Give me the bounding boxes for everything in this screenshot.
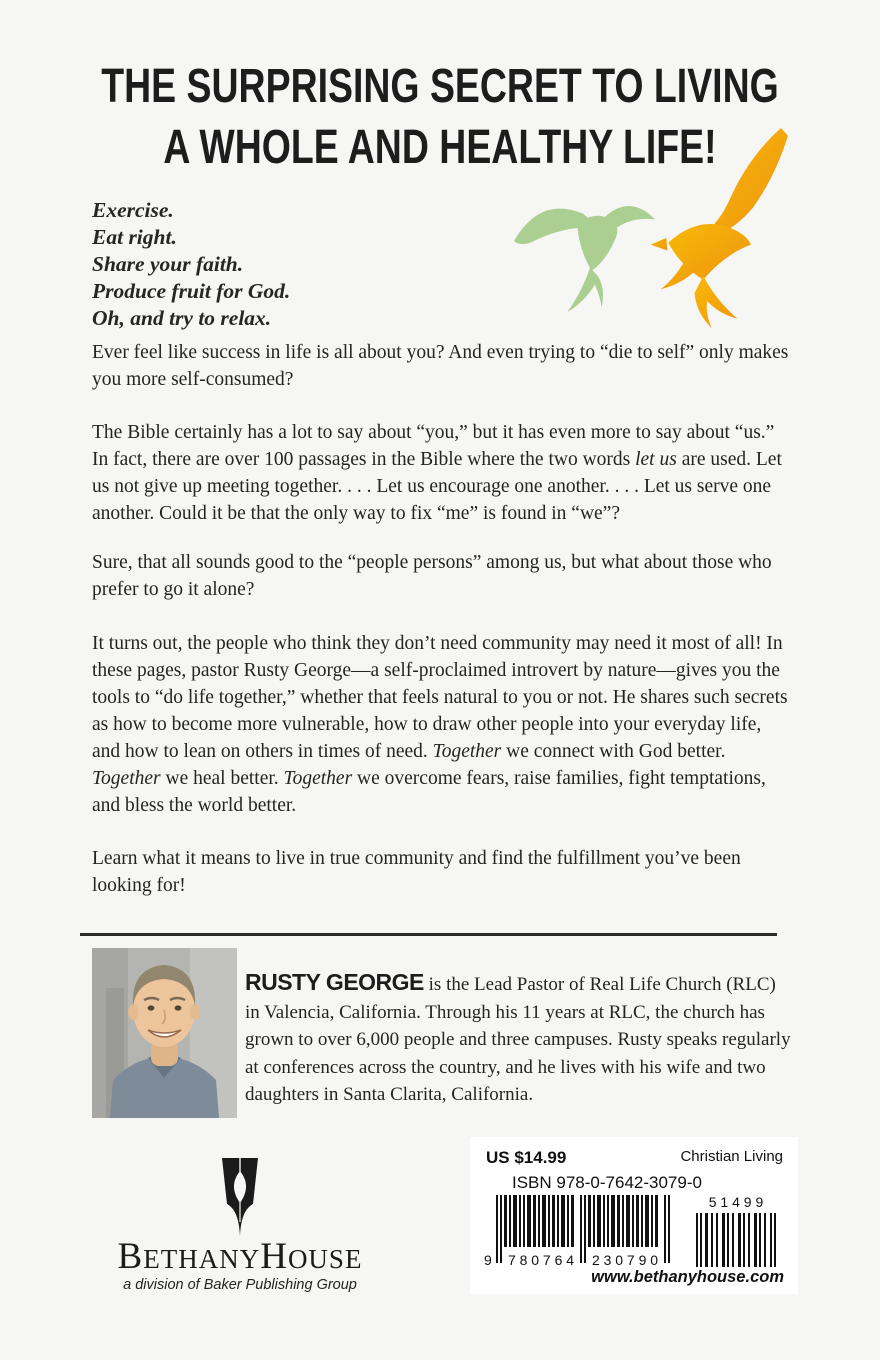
paragraph-4-text: we heal better. (160, 768, 284, 789)
paragraph-4-text: It turns out, the people who think they don’t need community may need it most of all! In these pages, pastor Rusty George—a self-proclaimed introvert by nature—gives you the tools to “do life together,” whether that feels natural to you or not. He shares such secrets as how to become more vulnerable, how to draw other people into your everyday life, and how to lean on others in times of need. (92, 633, 788, 762)
author-name: RUSTY GEORGE (245, 969, 424, 995)
intro-line: Exercise. (92, 198, 174, 222)
intro-line: Oh, and try to relax. (92, 306, 272, 330)
addon-digits: 5 1 4 9 9 (708, 1195, 764, 1210)
ean-digit-left: 9 (484, 1252, 492, 1267)
isbn-label: ISBN 978-0-7642-3079-0 (512, 1173, 702, 1192)
author-bio-text: is the Lead Pastor of Real Life Church (RLC) in Valencia, California. Through his 11 years at RLC, the church has grown to over 6,000 people and three campuses. Rusty speaks regularly at conferences across the country, and he lives with his wife and two daughters in Santa Clarita, California. (245, 974, 791, 1105)
intro-line: Eat right. (92, 225, 177, 249)
author-photo (92, 948, 237, 1118)
intro-list (92, 197, 290, 332)
publisher-logo (95, 1158, 385, 1293)
ean-digits-group2: 230790 (592, 1252, 658, 1267)
yellow-bird-icon (634, 126, 792, 340)
barcode-panel (470, 1137, 798, 1294)
paragraph-4-text: we overcome fears, raise families, fight temptations, and bless the world better. (92, 768, 766, 816)
paragraph-5: Learn what it means to live in true community and find the fulfillment you’ve been looking for! (92, 848, 741, 896)
paragraph-2-text: The Bible certainly has a lot to say about “you,” but it has even more to say about “us.” In fact, there are over 100 passages in the Bible where the two words (92, 422, 775, 470)
intro-line: Share your faith. (92, 252, 244, 276)
publisher-website: www.bethanyhouse.com (591, 1268, 784, 1286)
publisher-name-initial: H (260, 1236, 288, 1277)
paragraph-4-italic: Together (92, 768, 161, 789)
paragraph-2-italic: let us (635, 449, 677, 470)
paragraph-4-italic: Together (283, 768, 353, 789)
ean-addon-barcode (696, 1195, 776, 1267)
paragraph-1: Ever feel like success in life is all about you? And even trying to “die to self” only makes you more self-consumed? (92, 342, 789, 390)
barcode-header-row (470, 1137, 798, 1168)
publisher-name (95, 1236, 385, 1277)
price-label: US $14.99 (486, 1148, 567, 1167)
author-bio (245, 969, 792, 1109)
ean-barcode (484, 1195, 684, 1267)
ean-digits-group1: 780764 (508, 1252, 574, 1267)
pen-nib-icon (217, 1158, 263, 1238)
divider-rule (80, 933, 777, 936)
paragraph-3: Sure, that all sounds good to the “people persons” among us, but what about those who prefer to go it alone? (92, 552, 772, 600)
paragraph-2 (92, 419, 792, 527)
barcode-graphics (470, 1195, 798, 1267)
publisher-name-initial: B (117, 1236, 144, 1277)
paragraph-4-text: we connect with God better. (501, 741, 726, 762)
publisher-name-part: OUSE (287, 1244, 363, 1274)
paragraph-2-text: are used. Let us not give up meeting together. . . . Let us encourage one another. . . . Let us serve one another. Could it be that the only way to fix “me” is found in “we”? (92, 449, 782, 524)
category-label: Christian Living (680, 1148, 783, 1165)
headline-line1: THE SURPRISING SECRET TO LIVING (101, 60, 779, 113)
paragraph-4 (92, 630, 792, 819)
publisher-tagline: a division of Baker Publishing Group (123, 1277, 357, 1293)
intro-line: Produce fruit for God. (92, 279, 291, 303)
publisher-name-part: ETHANY (143, 1244, 261, 1274)
headline-line2: A WHOLE AND HEALTHY LIFE! (163, 121, 717, 174)
paragraph-4-italic: Together (432, 741, 502, 762)
